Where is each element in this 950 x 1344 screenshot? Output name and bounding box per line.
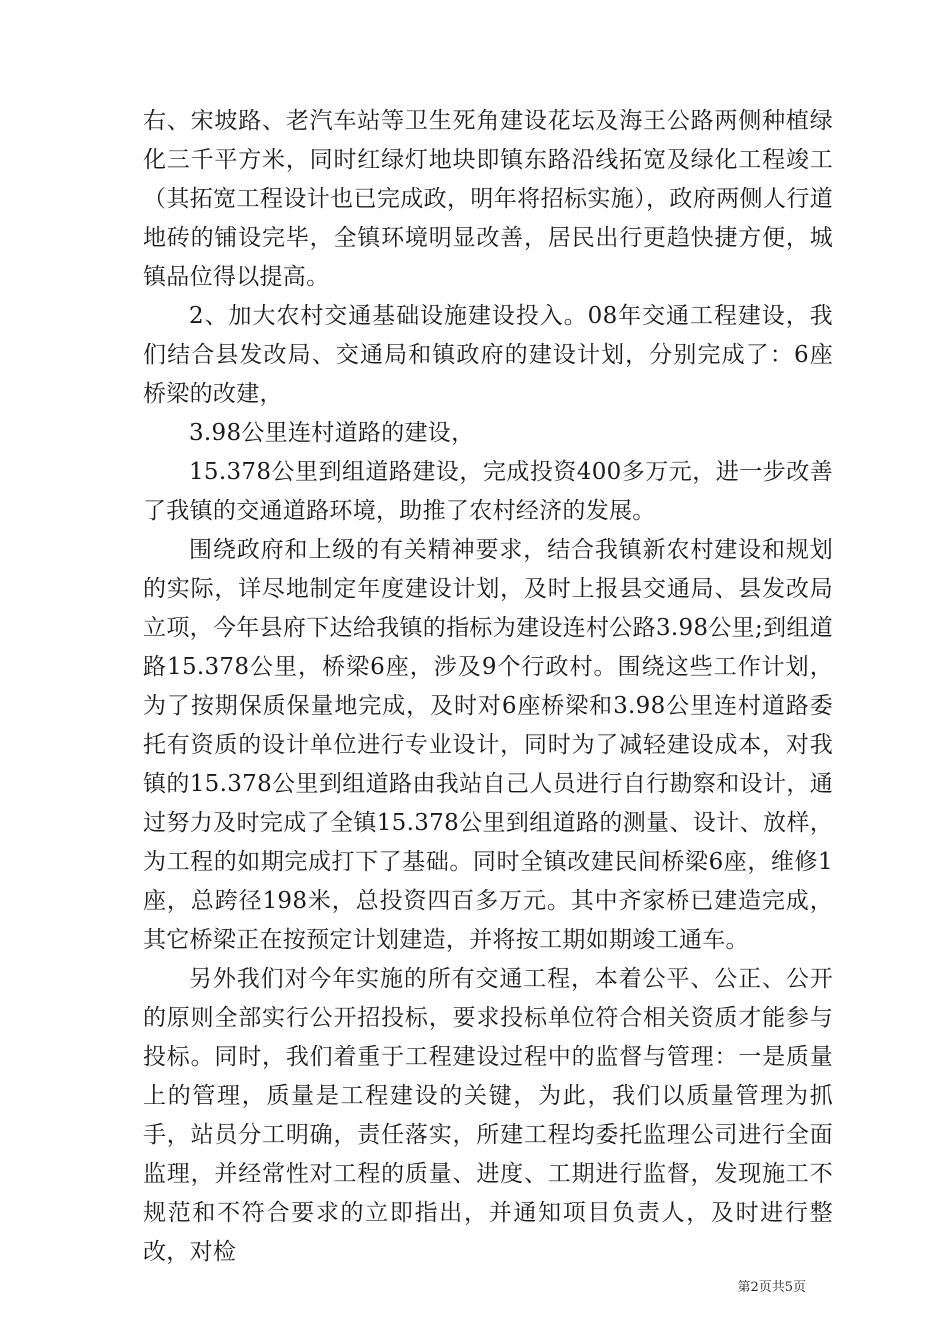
page-number-footer: 第2页共5页 xyxy=(737,1280,806,1295)
paragraph-continued: 右、宋坡路、老汽车站等卫生死角建设花坛及海王公路两侧种植绿化三千平方米，同时红绿灯地块即镇东路沿线拓宽及绿化工程竣工（其拓宽工程设计也已完成政，明年将招标实施），政府两侧人行道地砖的铺设完毕，全镇环境明显改善，居民出行更趋快捷方便，城镇品位得以提高。 xyxy=(143,108,833,290)
paragraph-construction-plan: 围绕政府和上级的有关精神要求，结合我镇新农村建设和规划的实际，详尽地制定年度建设计划，及时上报县交通局、县发改局立项，今年县府下达给我镇的指标为建设连村公路3.98公里;到组道路15.378公里，桥梁6座，涉及9个行政村。围绕这些工作计划，为了按期保质保量地完成，及时对6座桥梁和3.98公里连村道路委托有资质的设计单位进行专业设计，同时为了减轻建设成本，对我镇的15.378公里到组道路由我站自己人员进行自行勘察和设计，通过努力及时完成了全镇15.378公里到组道路的测量、设计、放样，为工程的如期完成打下了基础。同时全镇改建民间桥梁6座，维修1座，总跨径198米，总投资四百多万元。其中齐家桥已建造完成，其它桥梁正在按预定计划建造，并将按工期如期竣工通车。 xyxy=(143,537,833,953)
paragraph-transport-investment: 2、加大农村交通基础设施建设投入。08年交通工程建设，我们结合县发改局、交通局和镇政府的建设计划，分别完成了：6座桥梁的改建， xyxy=(143,303,833,407)
paragraph-bidding-supervision: 另外我们对今年实施的所有交通工程，本着公平、公正、公开的原则全部实行公开招投标，要求投标单位符合相关资质才能参与投标。同时，我们着重于工程建设过程中的监督与管理：一是质量上的管理，质量是工程建设的关键，为此，我们以质量管理为抓手，站员分工明确，责任落实，所建工程均委托监理公司进行全面监理，并经常性对工程的质量、进度、工期进行监督，发现施工不规范和不符合要求的立即指出，并通知项目负责人，及时进行整改，对检 xyxy=(143,966,833,1265)
paragraph-group-roads: 15.378公里到组道路建设，完成投资400多万元，进一步改善了我镇的交通道路环境，助推了农村经济的发展。 xyxy=(143,459,833,524)
document-body xyxy=(143,102,833,1272)
paragraph-village-roads: 3.98公里连村道路的建设， xyxy=(189,420,475,446)
